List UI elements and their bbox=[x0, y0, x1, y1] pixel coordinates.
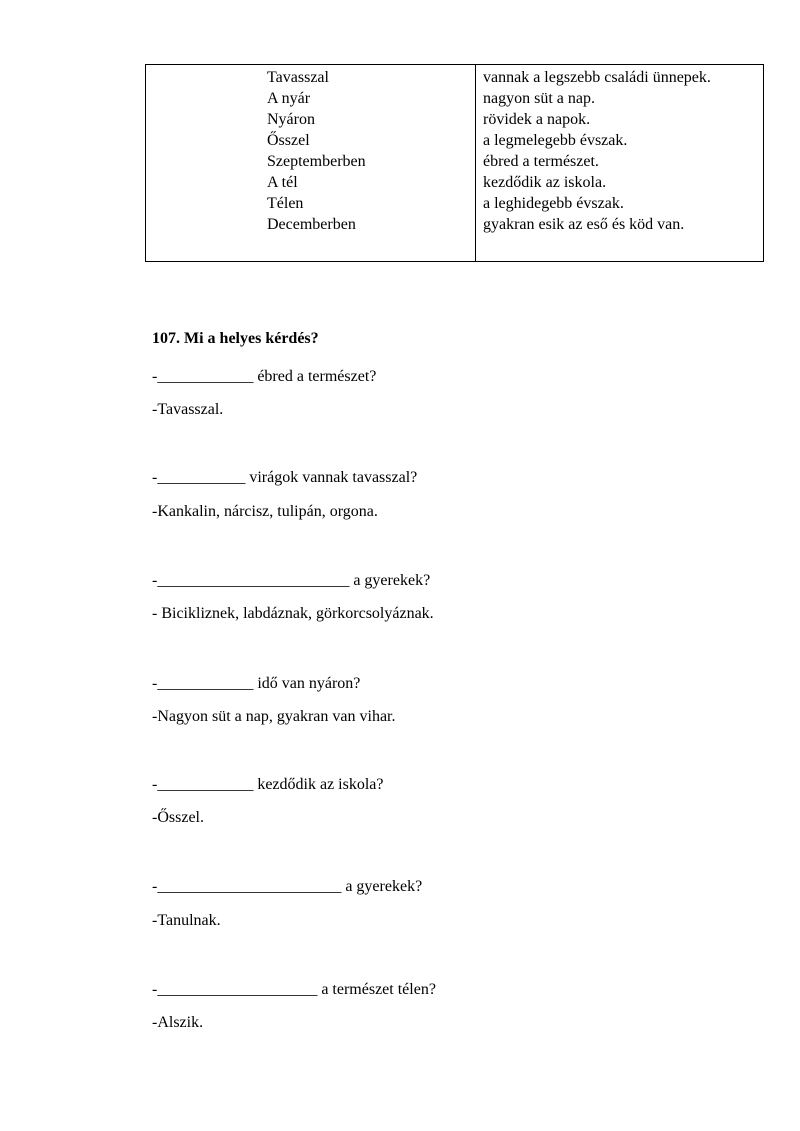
table-right-item: a leghidegebb évszak. bbox=[483, 195, 624, 212]
exercise-title: 107. Mi a helyes kérdés? bbox=[152, 330, 319, 347]
table-left-item: A nyár bbox=[267, 90, 311, 107]
table-left-column bbox=[146, 65, 476, 261]
answer-line: -Ősszel. bbox=[152, 809, 204, 826]
question-line: -____________________ a természet télen? bbox=[152, 981, 436, 998]
table-left-item: Nyáron bbox=[267, 111, 315, 128]
table-left-item: Decemberben bbox=[267, 216, 356, 233]
table-right-item: kezdődik az iskola. bbox=[483, 174, 607, 191]
question-line: -________________________ a gyerekek? bbox=[152, 572, 431, 589]
table-right-column bbox=[476, 65, 763, 261]
answer-line: - Bicikliznek, labdáznak, görkorcsolyáznak. bbox=[152, 605, 434, 622]
answer-line: -Kankalin, nárcisz, tulipán, orgona. bbox=[152, 503, 378, 520]
table-left-item: Tavasszal bbox=[267, 69, 329, 86]
question-line: -_______________________ a gyerekek? bbox=[152, 878, 423, 895]
question-line: -____________ idő van nyáron? bbox=[152, 675, 361, 692]
question-line: -____________ ébred a természet? bbox=[152, 368, 377, 385]
table-right-item: rövidek a napok. bbox=[483, 111, 591, 128]
answer-line: -Alszik. bbox=[152, 1014, 204, 1031]
answer-line: -Nagyon süt a nap, gyakran van vihar. bbox=[152, 708, 396, 725]
table-left-item: Ősszel bbox=[267, 132, 310, 149]
answer-line: -Tanulnak. bbox=[152, 912, 221, 929]
table-right-item: vannak a legszebb családi ünnepek. bbox=[483, 69, 711, 86]
table-right-item: nagyon süt a nap. bbox=[483, 90, 595, 107]
table-left-item: Szeptemberben bbox=[267, 153, 366, 170]
question-line: -___________ virágok vannak tavasszal? bbox=[152, 469, 418, 486]
answer-line: -Tavasszal. bbox=[152, 401, 224, 418]
question-line: -____________ kezdődik az iskola? bbox=[152, 776, 384, 793]
table-right-item: gyakran esik az eső és köd van. bbox=[483, 216, 685, 233]
matching-table bbox=[145, 64, 764, 262]
table-right-item: a legmelegebb évszak. bbox=[483, 132, 628, 149]
table-left-item: Télen bbox=[267, 195, 304, 212]
table-right-item: ébred a természet. bbox=[483, 153, 599, 170]
table-left-item: A tél bbox=[267, 174, 298, 191]
